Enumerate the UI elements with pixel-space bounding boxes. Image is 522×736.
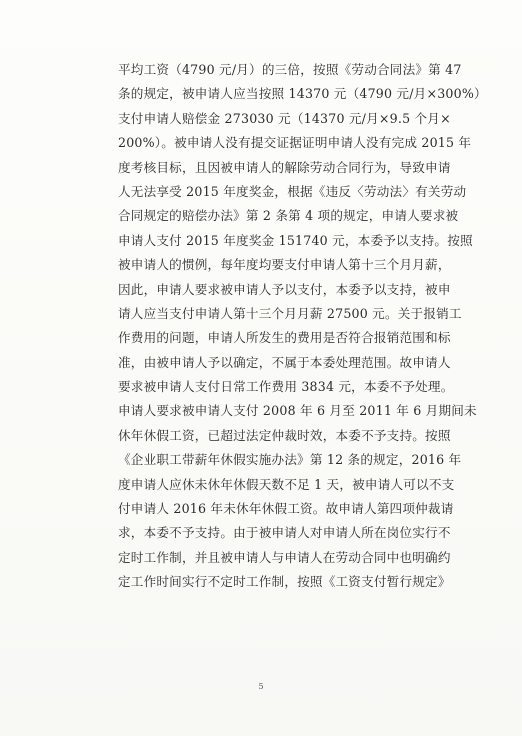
- text-line: 作费用的问题，申请人所发生的费用是否符合报销范围和标: [118, 330, 451, 346]
- text-line: 200%）。被申请人没有提交证据证明申请人没有完成 2015 年: [118, 135, 472, 151]
- page-number: 5: [258, 682, 264, 691]
- text-line: 人无法享受 2015 年度奖金，根据《违反〈劳动法〉有关劳动: [118, 183, 467, 199]
- text-line: 要求被申请人支付日常工作费用 3834 元，本委不予处理。: [118, 379, 454, 395]
- text-line: 因此，申请人要求被申请人予以支付，本委予以支持，被申: [118, 281, 451, 297]
- body-text: [118, 58, 487, 595]
- text-line: 平均工资（4790 元/月）的三倍，按照《劳动合同法》第 47: [118, 62, 462, 77]
- text-line: 请人应当支付申请人第十三个月月薪 27500 元。关于报销工: [118, 305, 462, 321]
- text-line: 求，本委不予支持。由于被申请人对申请人所在岗位实行不: [118, 525, 451, 541]
- text-line: 准，由被申请人予以确定，不属于本委处理范围。故申请人: [118, 354, 451, 370]
- text-line: 《企业职工带薪年休假实施办法》第 12 条的规定，2016 年: [118, 452, 462, 468]
- text-line: 度考核目标，且因被申请人的解除劳动合同行为，导致申请: [118, 159, 451, 175]
- text-line: 被申请人的惯例，每年度均要支付申请人第十三个月月薪，: [118, 257, 451, 273]
- text-line: 定工作时间实行不定时工作制，按照《工资支付暂行规定》: [118, 574, 451, 590]
- text-line: 休年休假工资，已超过法定仲裁时效，本委不予支持。按照: [118, 427, 451, 443]
- text-line: 付申请人 2016 年未休年休假工资。故申请人第四项仲裁请: [118, 501, 454, 517]
- text-line: 申请人支付 2015 年度奖金 151740 元，本委予以支持。按照: [118, 232, 473, 248]
- text-line: 度申请人应休未休年休假天数不足 1 天，被申请人可以不支: [118, 476, 455, 492]
- text-line: 支付申请人赔偿金 273030 元（14370 元/月×9.5 个月×: [118, 110, 451, 126]
- text-line: 条的规定，被申请人应当按照 14370 元（4790 元/月×300%）: [118, 86, 487, 102]
- text-line: 合同规定的赔偿办法》第 2 条第 4 项的规定，申请人要求被: [118, 208, 459, 224]
- text-line: 申请人要求被申请人支付 2008 年 6 月至 2011 年 6 月期间未: [118, 403, 477, 419]
- text-line: 定时工作制，并且被申请人与申请人在劳动合同中也明确约: [118, 549, 451, 565]
